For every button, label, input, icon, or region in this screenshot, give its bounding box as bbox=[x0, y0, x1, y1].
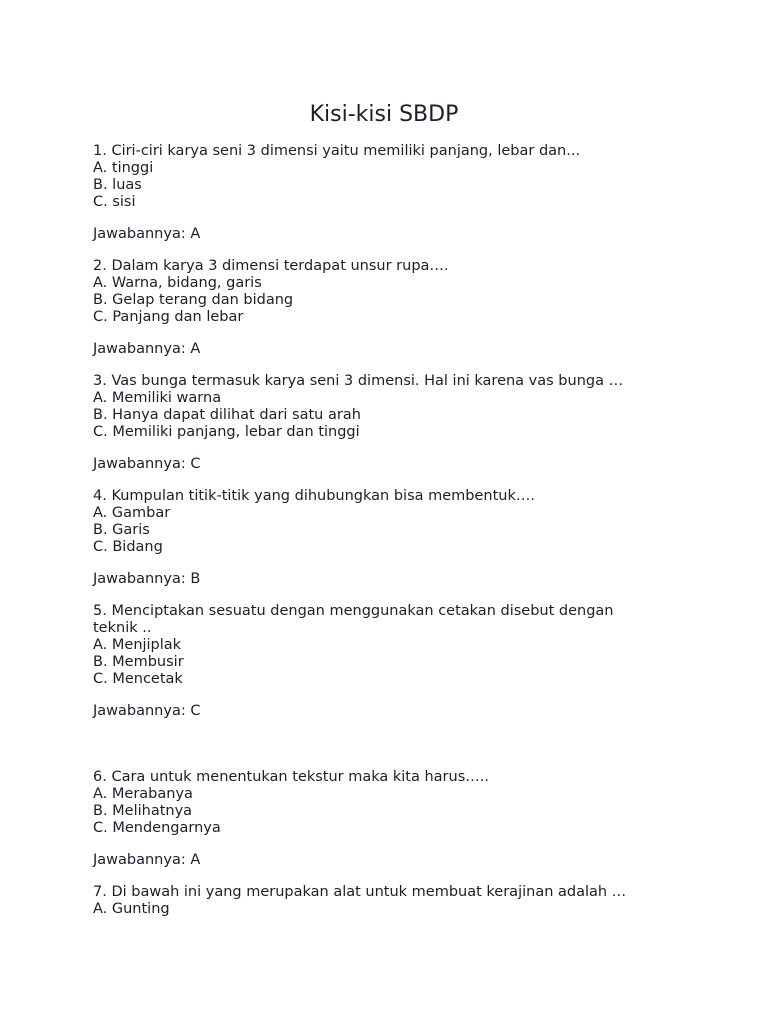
option-a: A. Memiliki warna bbox=[93, 390, 222, 406]
spacer bbox=[93, 326, 683, 341]
option-c: C. sisi bbox=[93, 194, 136, 210]
question-text: 1. Ciri-ciri karya seni 3 dimensi yaitu memiliki panjang, lebar dan... bbox=[93, 143, 581, 159]
page-title: Kisi-kisi SBDP bbox=[309, 102, 459, 127]
option-a: A. Warna, bidang, garis bbox=[93, 275, 262, 291]
spacer bbox=[93, 837, 683, 852]
question-text-line-2: teknik .. bbox=[93, 620, 152, 636]
answer-text: Jawabannya: A bbox=[93, 341, 201, 357]
question-7 bbox=[93, 884, 683, 918]
question-text: 3. Vas bunga termasuk karya seni 3 dimensi. Hal ini karena vas bunga … bbox=[93, 373, 624, 389]
answer-text: Jawabannya: C bbox=[93, 456, 201, 472]
spacer bbox=[93, 556, 683, 571]
option-b: B. Hanya dapat dilihat dari satu arah bbox=[93, 407, 361, 423]
question-list bbox=[93, 143, 683, 918]
question-1 bbox=[93, 143, 683, 258]
spacer bbox=[93, 588, 683, 603]
spacer bbox=[93, 720, 683, 769]
question-text: 4. Kumpulan titik-titik yang dihubungkan bisa membentuk…. bbox=[93, 488, 535, 504]
option-b: B. Gelap terang dan bidang bbox=[93, 292, 294, 308]
option-c: C. Bidang bbox=[93, 539, 163, 555]
option-a: A. Gambar bbox=[93, 505, 171, 521]
question-4 bbox=[93, 488, 683, 603]
question-text: 2. Dalam karya 3 dimensi terdapat unsur rupa…. bbox=[93, 258, 449, 274]
spacer bbox=[93, 688, 683, 703]
question-6 bbox=[93, 769, 683, 884]
option-a: A. Merabanya bbox=[93, 786, 193, 802]
spacer bbox=[93, 473, 683, 488]
option-c: C. Mencetak bbox=[93, 671, 183, 687]
option-c: C. Mendengarnya bbox=[93, 820, 221, 836]
answer-text: Jawabannya: A bbox=[93, 852, 201, 868]
spacer bbox=[93, 211, 683, 226]
option-b: B. Melihatnya bbox=[93, 803, 193, 819]
option-b: B. luas bbox=[93, 177, 142, 193]
question-2 bbox=[93, 258, 683, 373]
option-a: A. Menjiplak bbox=[93, 637, 182, 653]
answer-text: Jawabannya: B bbox=[93, 571, 201, 587]
spacer bbox=[93, 441, 683, 456]
question-text: 6. Cara untuk menentukan tekstur maka kita harus….. bbox=[93, 769, 489, 785]
question-5 bbox=[93, 603, 683, 769]
question-3 bbox=[93, 373, 683, 488]
option-b: B. Membusir bbox=[93, 654, 184, 670]
option-c: C. Memiliki panjang, lebar dan tinggi bbox=[93, 424, 360, 440]
option-c: C. Panjang dan lebar bbox=[93, 309, 244, 325]
spacer bbox=[93, 243, 683, 258]
option-b: B. Garis bbox=[93, 522, 150, 538]
option-a: A. Gunting bbox=[93, 901, 170, 917]
answer-text: Jawabannya: A bbox=[93, 226, 201, 242]
spacer bbox=[93, 869, 683, 884]
question-text: 7. Di bawah ini yang merupakan alat untuk membuat kerajinan adalah … bbox=[93, 884, 627, 900]
spacer bbox=[93, 358, 683, 373]
question-text-line-1: 5. Menciptakan sesuatu dengan menggunakan cetakan disebut dengan bbox=[93, 603, 614, 619]
option-a: A. tinggi bbox=[93, 160, 154, 176]
answer-text: Jawabannya: C bbox=[93, 703, 201, 719]
